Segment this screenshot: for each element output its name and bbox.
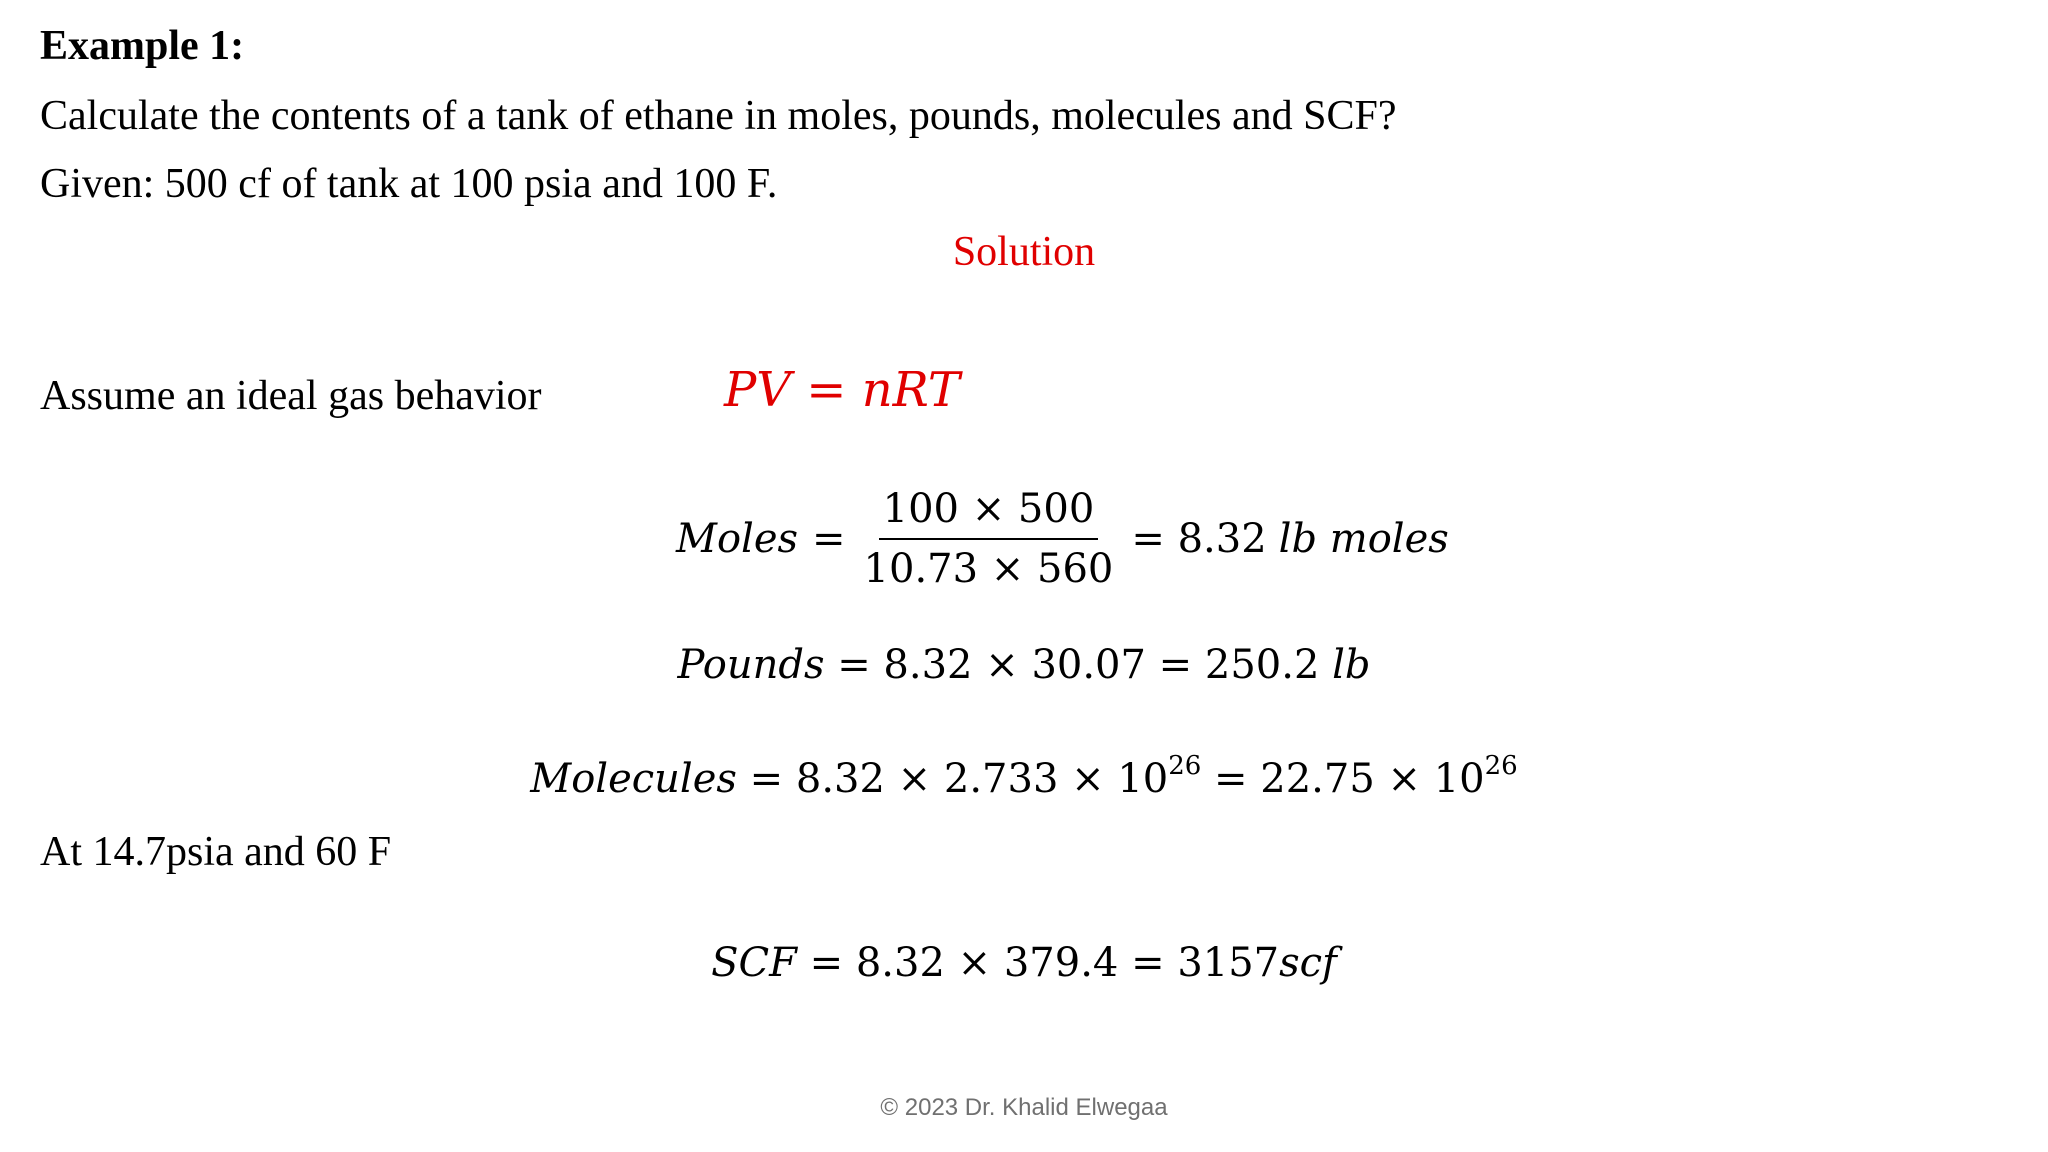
pounds-expression: = 8.32 × 30.07 = 250.2 (824, 642, 1333, 688)
moles-equals: = (812, 516, 846, 562)
scf-lhs: SCF (711, 940, 797, 986)
question-text: Calculate the contents of a tank of ethane in moles, pounds, molecules and SCF? (40, 93, 1397, 139)
moles-lhs: Moles (676, 516, 799, 562)
ideal-gas-equation (724, 362, 960, 418)
solution-label: Solution (952, 229, 1096, 275)
pounds-equation (0, 642, 2048, 688)
molecules-exponent-1: 26 (1168, 751, 1202, 781)
scf-expression: = 8.32 × 379.4 = 3157 (796, 940, 1280, 986)
copyright-footer: © 2023 Dr. Khalid Elwegaa (880, 1094, 1168, 1121)
moles-numerator: 100 × 500 (879, 486, 1099, 540)
moles-result: = 8.32 (1131, 516, 1267, 562)
pounds-unit: lb (1332, 642, 1371, 688)
scf-unit: scf (1279, 940, 1337, 986)
given-text: Given: 500 cf of tank at 100 psia and 100 F. (40, 161, 778, 207)
molecules-lhs: Molecules (530, 756, 737, 802)
ideal-gas-equation-text: PV = nRT (724, 362, 960, 418)
assume-text: Assume an ideal gas behavior (40, 373, 542, 419)
example-heading: Example 1: (40, 23, 245, 69)
molecules-equation (0, 751, 2048, 802)
moles-fraction (860, 486, 1118, 592)
scf-equation (0, 940, 2048, 986)
molecules-expression-1: = 8.32 × 2.733 × 10 (736, 756, 1169, 802)
molecules-exponent-2: 26 (1484, 751, 1518, 781)
moles-unit: lb moles (1278, 516, 1449, 562)
molecules-expression-2: = 22.75 × 10 (1201, 756, 1485, 802)
moles-equation (676, 484, 1449, 594)
moles-denominator: 10.73 × 560 (863, 546, 1114, 592)
pounds-lhs: Pounds (677, 642, 825, 688)
standard-conditions-text: At 14.7psia and 60 F (40, 829, 392, 875)
